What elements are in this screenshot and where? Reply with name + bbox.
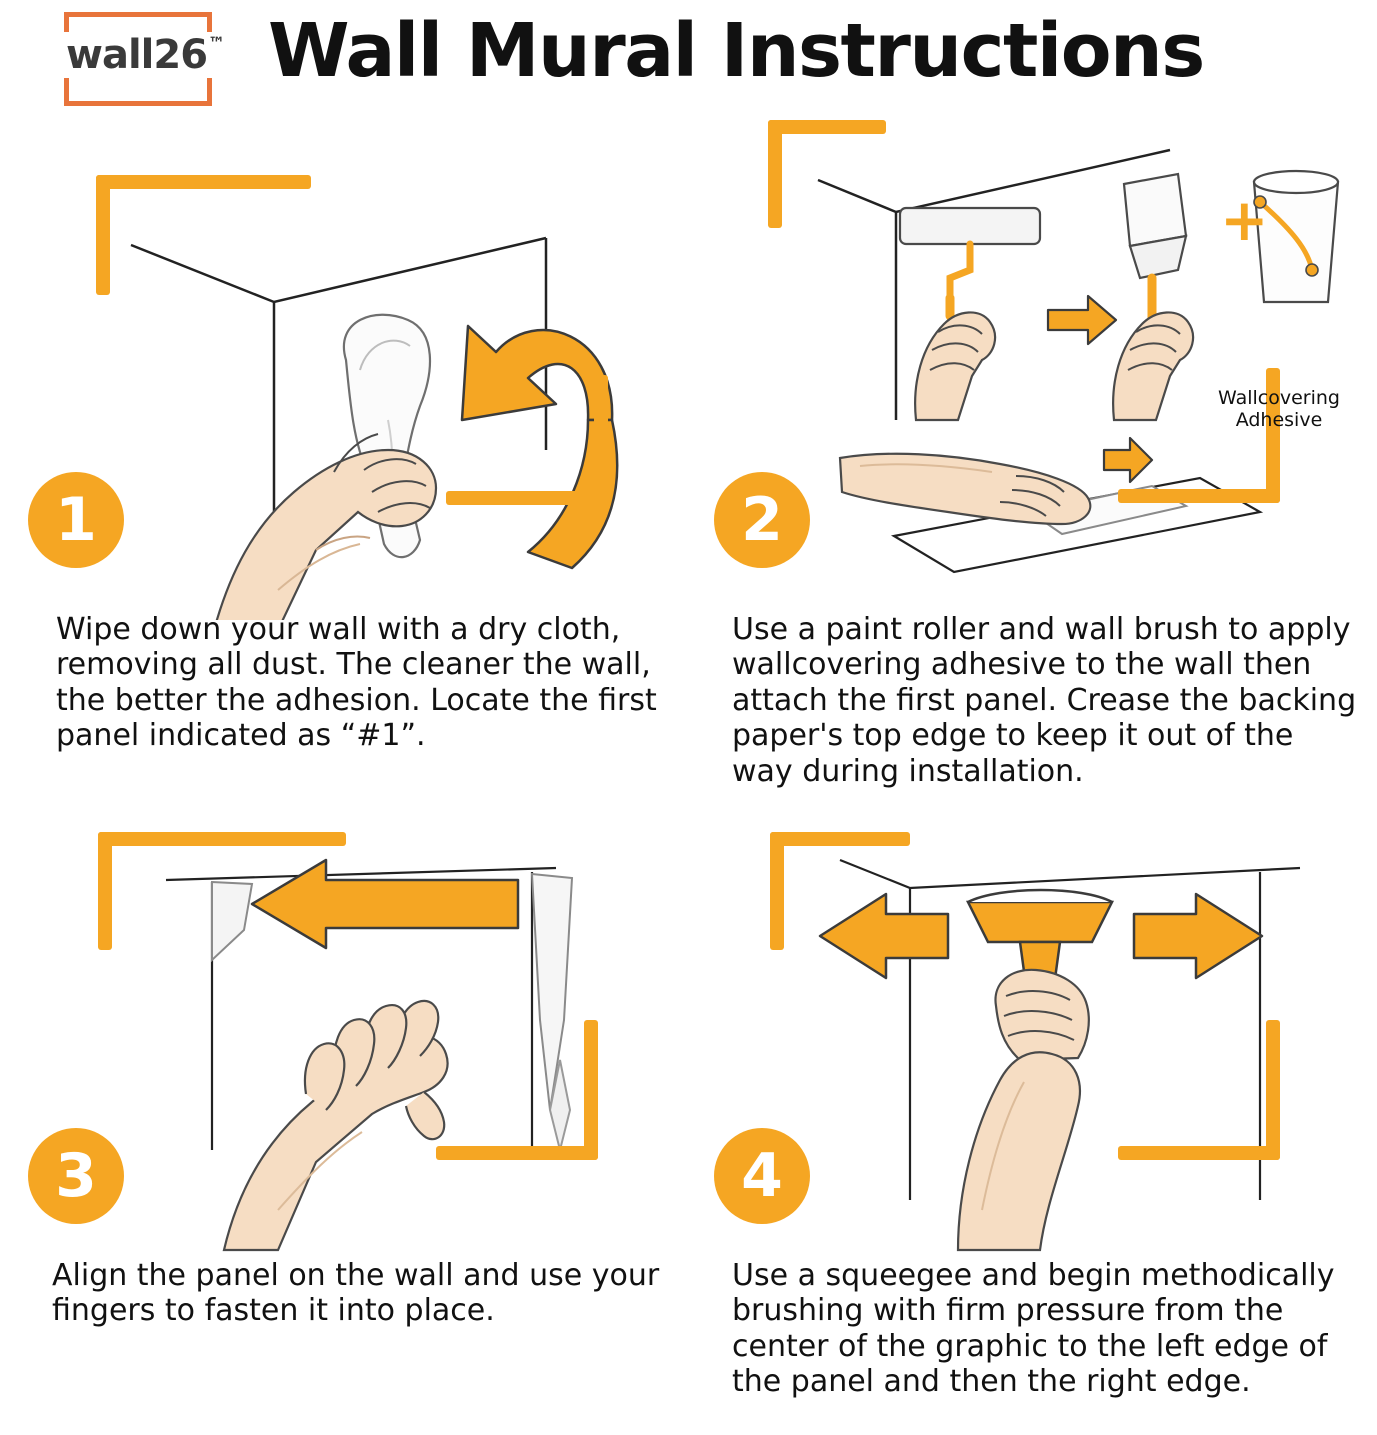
bracket-bottom-right-h — [436, 1146, 598, 1160]
plus-symbol-glyph: + — [1220, 186, 1269, 254]
step-2 — [700, 120, 1360, 810]
arrow-left-icon — [820, 894, 948, 978]
step-4-caption: Use a squeegee and begin methodically brushing with firm pressure from the center of the graphic to the left edge of the panel and then the right edge. — [732, 1258, 1335, 1400]
logo-text: wall26 — [60, 32, 213, 78]
wallcovering-adhesive-label — [1204, 388, 1354, 432]
step-3 — [16, 810, 676, 1430]
bracket-bottom-right-h — [446, 491, 608, 505]
step-1 — [16, 120, 676, 810]
bracket-bottom-right-v — [1266, 1020, 1280, 1160]
arrow-right-lower-icon — [1104, 438, 1152, 482]
page-title: Wall Mural Instructions — [268, 8, 1204, 94]
bracket-top-left-h — [770, 832, 910, 846]
header — [0, 0, 1377, 120]
adhesive-label-line-1: Wallcovering — [1218, 387, 1340, 409]
bracket-bottom-right-h — [1118, 489, 1280, 503]
bracket-top-left-h — [768, 120, 886, 134]
bracket-bottom-right-v — [584, 1020, 598, 1160]
bracket-bottom-right-h — [1118, 1146, 1280, 1160]
step-1-caption: Wipe down your wall with a dry cloth, removing all dust. The cleaner the wall, the better the adhesion. Locate the first panel indicated as “#1”. — [56, 612, 657, 754]
arrow-right-icon — [1134, 894, 1262, 978]
step-number-4: 4 — [714, 1128, 810, 1224]
step-number-1: 1 — [28, 472, 124, 568]
step-number-2: 2 — [714, 472, 810, 568]
step-3-caption: Align the panel on the wall and use your fingers to fasten it into place. — [52, 1258, 660, 1329]
adhesive-label-line-2: Adhesive — [1235, 408, 1323, 431]
bracket-top-left-v — [98, 832, 112, 950]
bracket-top-left-v — [768, 120, 782, 228]
bracket-top-left-v — [96, 175, 110, 295]
arrow-right-small-icon — [1048, 296, 1116, 344]
bracket-top-left-v — [770, 832, 784, 950]
bracket-top-left-h — [98, 832, 346, 846]
step-number-3: 3 — [28, 1128, 124, 1224]
step-4 — [700, 810, 1360, 1430]
trademark-symbol: ™ — [208, 34, 225, 54]
step-2-caption: Use a paint roller and wall brush to apply wallcovering adhesive to the wall then attach the first panel. Crease the backing paper's top edge to keep it out of the way during installation. — [732, 612, 1357, 789]
bracket-bottom-right-v — [594, 375, 608, 505]
bracket-top-left-h — [96, 175, 311, 189]
